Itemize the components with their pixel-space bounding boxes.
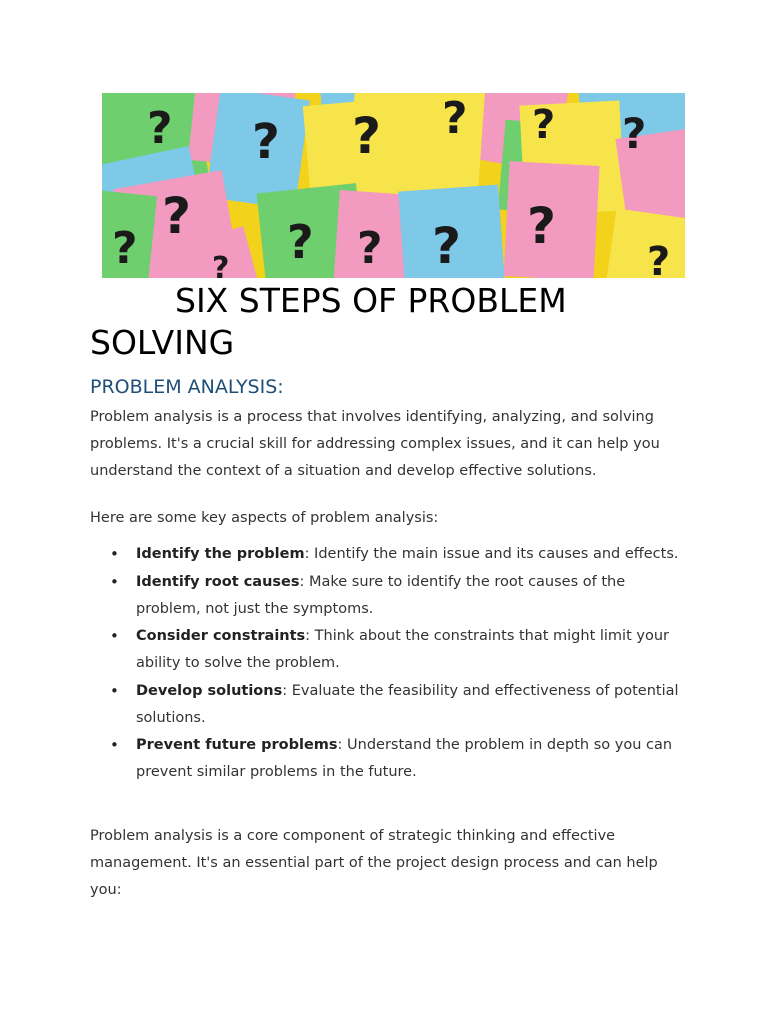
svg-text:?: ? [532, 102, 556, 148]
aspect-text: : Think about the constraints that might limit your ability to solve the problem. [136, 628, 669, 671]
aspect-term: Develop solutions [136, 682, 283, 699]
bullet-icon: • [110, 736, 119, 754]
aspect-text: : Make sure to identify the root causes of the problem, not just the symptoms. [136, 573, 626, 617]
bullet-icon: • [110, 545, 119, 563]
svg-text:?: ? [147, 103, 173, 154]
svg-text:?: ? [352, 107, 382, 165]
aspect-term: Consider constraints [136, 628, 306, 644]
svg-text:?: ? [112, 223, 138, 274]
aspects-intro: Here are some key aspects of problem analysis: [90, 510, 439, 526]
svg-text:?: ? [432, 217, 462, 275]
list-item [90, 678, 680, 732]
list-item [90, 569, 680, 623]
list-item [90, 732, 680, 786]
aspect-term: Identify root causes [136, 573, 300, 590]
svg-text:?: ? [162, 187, 192, 245]
svg-text:?: ? [527, 197, 557, 255]
svg-text:?: ? [442, 93, 468, 144]
aspect-text: : Understand the problem in depth so you can prevent similar problems in the future. [136, 737, 673, 780]
aspect-text: : Evaluate the feasibility and effectiveness of potential solutions. [136, 682, 679, 726]
svg-text:?: ? [357, 223, 383, 274]
bullet-icon: • [110, 572, 119, 591]
bullet-icon: • [110, 627, 119, 645]
svg-text:?: ? [287, 215, 314, 269]
banner-image [102, 93, 685, 278]
list-item [90, 541, 680, 568]
page-title: SIX STEPS OF PROBLEM SOLVING [90, 281, 567, 362]
svg-text:?: ? [622, 109, 647, 158]
aspect-text: : Identify the main issue and its causes and effects. [304, 546, 679, 562]
bullet-icon: • [110, 681, 119, 700]
section-heading: PROBLEM ANALYSIS: [90, 376, 284, 398]
aspect-term: Prevent future problems [136, 737, 338, 753]
aspect-term: Identify the problem [136, 546, 305, 562]
intro-paragraph: Problem analysis is a process that involves identifying, analyzing, and solving problems. It's a crucial skill for addressing complex issues, and it can help you understand the context of a situation and develop effective solutions. [90, 409, 660, 479]
closing-paragraph: Problem analysis is a core component of strategic thinking and effective management. It's an essential part of the project design process and can help you: [90, 828, 658, 898]
svg-text:?: ? [212, 251, 230, 278]
svg-text:?: ? [647, 239, 671, 278]
aspects-list [90, 541, 680, 787]
svg-text:?: ? [252, 114, 280, 170]
list-item [90, 623, 680, 677]
question-mark-notes-illustration [102, 93, 685, 278]
